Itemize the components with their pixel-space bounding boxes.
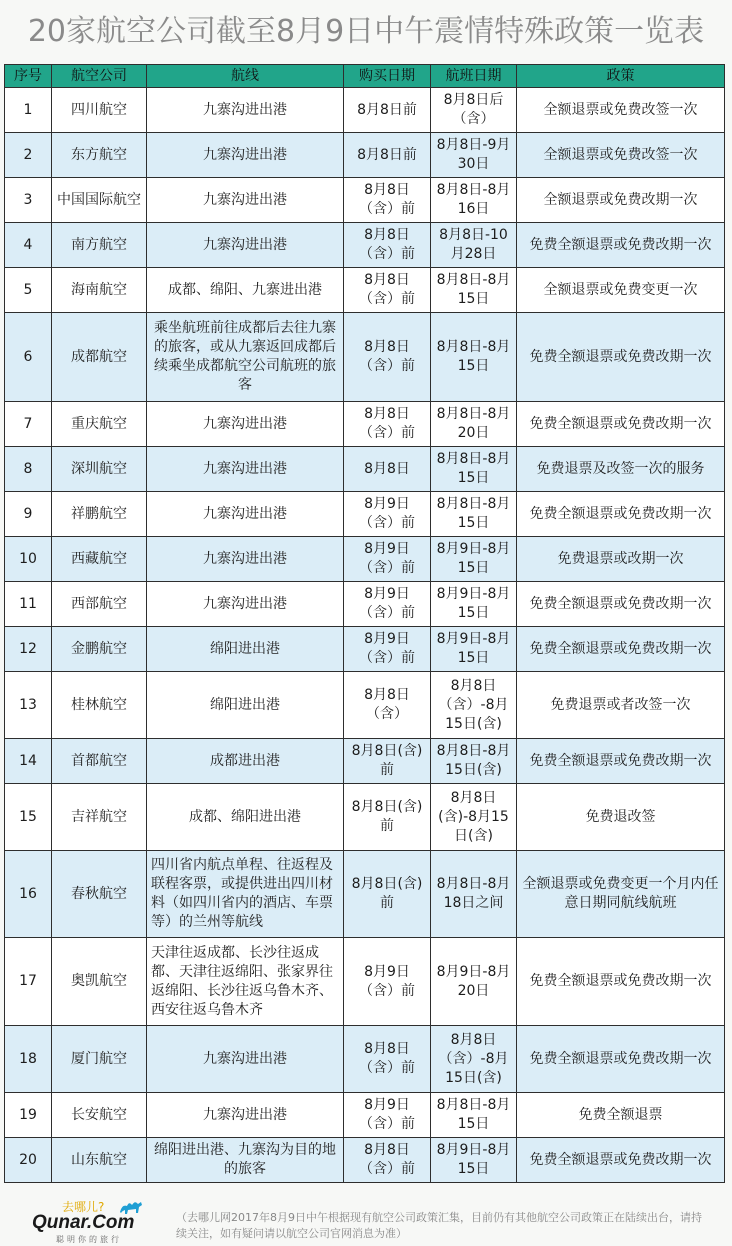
cell-policy: 免费全额退票或免费改期一次 xyxy=(517,313,725,402)
cell-index: 19 xyxy=(5,1093,52,1138)
table-row xyxy=(5,313,725,402)
cell-index: 7 xyxy=(5,402,52,447)
cell-purchase-date: 8月8日（含）前 xyxy=(344,223,431,268)
cell-purchase-date: 8月9日（含）前 xyxy=(344,627,431,672)
cell-index: 2 xyxy=(5,133,52,178)
cell-index: 6 xyxy=(5,313,52,402)
table-row xyxy=(5,88,725,133)
cell-airline: 山东航空 xyxy=(52,1138,147,1183)
cell-airline: 首都航空 xyxy=(52,739,147,784)
cell-flight-date: 8月8日-8月15日 xyxy=(431,1093,517,1138)
header-flight-date: 航班日期 xyxy=(431,65,517,88)
page-title: 20家航空公司截至8月9日中午震情特殊政策一览表 xyxy=(27,14,705,49)
cell-policy: 免费全额退票或免费改期一次 xyxy=(517,582,725,627)
cell-index: 13 xyxy=(5,672,52,739)
cell-flight-date: 8月8日-8月15日(含) xyxy=(431,739,517,784)
cell-airline: 金鹏航空 xyxy=(52,627,147,672)
table-row xyxy=(5,1026,725,1093)
cell-route: 绵阳进出港 xyxy=(147,672,344,739)
cell-flight-date: 8月9日-8月15日 xyxy=(431,537,517,582)
cell-policy: 免费全额退票或免费改期一次 xyxy=(517,1138,725,1183)
cell-index: 16 xyxy=(5,851,52,938)
cell-purchase-date: 8月8日(含)前 xyxy=(344,784,431,851)
cell-policy: 免费退改签 xyxy=(517,784,725,851)
cell-policy: 全额退票或免费改期一次 xyxy=(517,178,725,223)
cell-route: 四川省内航点单程、往返程及联程客票，或提供进出四川材料（如四川省内的酒店、车票等）的兰州等航线 xyxy=(147,851,344,938)
cell-policy: 免费全额退票或免费改期一次 xyxy=(517,1026,725,1093)
cell-route: 九寨沟进出港 xyxy=(147,1026,344,1093)
cell-policy: 全额退票或免费改签一次 xyxy=(517,133,725,178)
cell-flight-date: 8月8日-8月15日 xyxy=(431,313,517,402)
logo-slogan: 聪明你的旅行 xyxy=(56,1235,122,1244)
cell-airline: 成都航空 xyxy=(52,313,147,402)
table-row xyxy=(5,582,725,627)
cell-index: 12 xyxy=(5,627,52,672)
cell-index: 15 xyxy=(5,784,52,851)
cell-index: 17 xyxy=(5,938,52,1026)
cell-route: 九寨沟进出港 xyxy=(147,582,344,627)
cell-flight-date: 8月9日-8月15日 xyxy=(431,582,517,627)
cell-policy: 免费全额退票或免费改期一次 xyxy=(517,627,725,672)
cell-purchase-date: 8月9日（含）前 xyxy=(344,938,431,1026)
cell-index: 11 xyxy=(5,582,52,627)
header-index: 序号 xyxy=(5,65,52,88)
cell-flight-date: 8月8日后（含） xyxy=(431,88,517,133)
cell-purchase-date: 8月8日(含)前 xyxy=(344,851,431,938)
cell-airline: 奥凯航空 xyxy=(52,938,147,1026)
table-row xyxy=(5,739,725,784)
qunar-logo xyxy=(32,1198,162,1242)
table-row xyxy=(5,447,725,492)
cell-flight-date: 8月9日-8月15日 xyxy=(431,627,517,672)
table-row xyxy=(5,402,725,447)
cell-route: 乘坐航班前往成都后去往九寨的旅客，或从九寨返回成都后续乘坐成都航空公司航班的旅客 xyxy=(147,313,344,402)
cell-flight-date: 8月9日-8月15日 xyxy=(431,1138,517,1183)
cell-policy: 免费全额退票或免费改期一次 xyxy=(517,739,725,784)
table-row xyxy=(5,223,725,268)
cell-purchase-date: 8月9日（含）前 xyxy=(344,1093,431,1138)
cell-airline: 桂林航空 xyxy=(52,672,147,739)
cell-flight-date: 8月8日-8月15日 xyxy=(431,447,517,492)
cell-airline: 祥鹏航空 xyxy=(52,492,147,537)
cell-airline: 西藏航空 xyxy=(52,537,147,582)
cell-policy: 免费全额退票或免费改期一次 xyxy=(517,938,725,1026)
cell-purchase-date: 8月8日（含）前 xyxy=(344,1026,431,1093)
cell-route: 九寨沟进出港 xyxy=(147,402,344,447)
cell-policy: 免费退票或改期一次 xyxy=(517,537,725,582)
logo-tagline: 去哪儿? xyxy=(62,1200,105,1214)
table-row xyxy=(5,627,725,672)
table-row xyxy=(5,133,725,178)
cell-index: 8 xyxy=(5,447,52,492)
cell-purchase-date: 8月9日（含）前 xyxy=(344,582,431,627)
table-row xyxy=(5,784,725,851)
policy-table xyxy=(4,64,725,1183)
cell-route: 成都、绵阳进出港 xyxy=(147,784,344,851)
cell-policy: 免费全额退票或免费改期一次 xyxy=(517,492,725,537)
table-row xyxy=(5,1138,725,1183)
cell-index: 20 xyxy=(5,1138,52,1183)
table-row xyxy=(5,851,725,938)
cell-purchase-date: 8月8日（含）前 xyxy=(344,268,431,313)
cell-route: 成都、绵阳、九寨进出港 xyxy=(147,268,344,313)
cell-purchase-date: 8月9日（含）前 xyxy=(344,537,431,582)
table-row xyxy=(5,492,725,537)
cell-purchase-date: 8月8日(含)前 xyxy=(344,739,431,784)
cell-flight-date: 8月9日-8月20日 xyxy=(431,938,517,1026)
table-row xyxy=(5,537,725,582)
cell-airline: 海南航空 xyxy=(52,268,147,313)
header-policy: 政策 xyxy=(517,65,725,88)
cell-policy: 全额退票或免费变更一次 xyxy=(517,268,725,313)
cell-policy: 全额退票或免费变更一个月内任意日期同航线航班 xyxy=(517,851,725,938)
cell-flight-date: 8月8日（含）-8月15日(含) xyxy=(431,672,517,739)
logo-wordmark: Qunar.Com xyxy=(32,1212,135,1233)
cell-flight-date: 8月8日-8月16日 xyxy=(431,178,517,223)
cell-purchase-date: 8月8日前 xyxy=(344,88,431,133)
cell-route: 九寨沟进出港 xyxy=(147,447,344,492)
cell-flight-date: 8月8日-8月18日之间 xyxy=(431,851,517,938)
cell-purchase-date: 8月9日（含）前 xyxy=(344,492,431,537)
cell-route: 九寨沟进出港 xyxy=(147,133,344,178)
table-row xyxy=(5,672,725,739)
header-purchase-date: 购买日期 xyxy=(344,65,431,88)
cell-flight-date: 8月8日（含）-8月15日(含) xyxy=(431,1026,517,1093)
table-row xyxy=(5,1093,725,1138)
cell-route: 绵阳进出港、九寨沟为目的地的旅客 xyxy=(147,1138,344,1183)
cell-policy: 免费全额退票或免费改期一次 xyxy=(517,402,725,447)
cell-purchase-date: 8月8日（含）前 xyxy=(344,313,431,402)
cell-index: 1 xyxy=(5,88,52,133)
cell-policy: 全额退票或免费改签一次 xyxy=(517,88,725,133)
cell-airline: 东方航空 xyxy=(52,133,147,178)
cell-purchase-date: 8月8日（含）前 xyxy=(344,178,431,223)
cell-airline: 春秋航空 xyxy=(52,851,147,938)
cell-index: 18 xyxy=(5,1026,52,1093)
cell-policy: 免费退票或者改签一次 xyxy=(517,672,725,739)
cell-route: 九寨沟进出港 xyxy=(147,1093,344,1138)
cell-index: 9 xyxy=(5,492,52,537)
cell-flight-date: 8月8日(含)-8月15日(含) xyxy=(431,784,517,851)
cell-airline: 四川航空 xyxy=(52,88,147,133)
cell-purchase-date: 8月8日前 xyxy=(344,133,431,178)
cell-airline: 深圳航空 xyxy=(52,447,147,492)
cell-policy: 免费全额退票或免费改期一次 xyxy=(517,223,725,268)
cell-route: 绵阳进出港 xyxy=(147,627,344,672)
cell-airline: 长安航空 xyxy=(52,1093,147,1138)
table-row xyxy=(5,938,725,1026)
cell-purchase-date: 8月8日（含） xyxy=(344,672,431,739)
cell-route: 九寨沟进出港 xyxy=(147,88,344,133)
header-airline: 航空公司 xyxy=(52,65,147,88)
cell-index: 5 xyxy=(5,268,52,313)
cell-purchase-date: 8月8日（含）前 xyxy=(344,402,431,447)
cell-policy: 免费全额退票 xyxy=(517,1093,725,1138)
cell-index: 10 xyxy=(5,537,52,582)
cell-airline: 西部航空 xyxy=(52,582,147,627)
table-row xyxy=(5,178,725,223)
table-header-row xyxy=(5,65,725,88)
table-row xyxy=(5,268,725,313)
cell-flight-date: 8月8日-8月20日 xyxy=(431,402,517,447)
cell-route: 九寨沟进出港 xyxy=(147,537,344,582)
footer-note: （去哪儿网2017年8月9日中午根据现有航空公司政策汇集，目前仍有其他航空公司政策正在陆续出台，请持续关注，如有疑问请以航空公司官网消息为准） xyxy=(176,1211,702,1240)
cell-index: 3 xyxy=(5,178,52,223)
cell-purchase-date: 8月8日 xyxy=(344,447,431,492)
cell-flight-date: 8月8日-8月15日 xyxy=(431,492,517,537)
cell-flight-date: 8月8日-8月15日 xyxy=(431,268,517,313)
cell-route: 九寨沟进出港 xyxy=(147,178,344,223)
header-route: 航线 xyxy=(147,65,344,88)
cell-flight-date: 8月8日-10月28日 xyxy=(431,223,517,268)
cell-flight-date: 8月8日-9月30日 xyxy=(431,133,517,178)
cell-airline: 吉祥航空 xyxy=(52,784,147,851)
cell-airline: 厦门航空 xyxy=(52,1026,147,1093)
cell-airline: 南方航空 xyxy=(52,223,147,268)
cell-route: 九寨沟进出港 xyxy=(147,223,344,268)
cell-route: 天津往返成都、长沙往返成都、天津往返绵阳、张家界往返绵阳、长沙往返乌鲁木齐、西安往返乌鲁木齐 xyxy=(147,938,344,1026)
cell-index: 14 xyxy=(5,739,52,784)
cell-airline: 中国国际航空 xyxy=(52,178,147,223)
cell-index: 4 xyxy=(5,223,52,268)
cell-route: 成都进出港 xyxy=(147,739,344,784)
cell-purchase-date: 8月8日（含）前 xyxy=(344,1138,431,1183)
cell-policy: 免费退票及改签一次的服务 xyxy=(517,447,725,492)
footer xyxy=(0,1196,732,1246)
cell-route: 九寨沟进出港 xyxy=(147,492,344,537)
cell-airline: 重庆航空 xyxy=(52,402,147,447)
